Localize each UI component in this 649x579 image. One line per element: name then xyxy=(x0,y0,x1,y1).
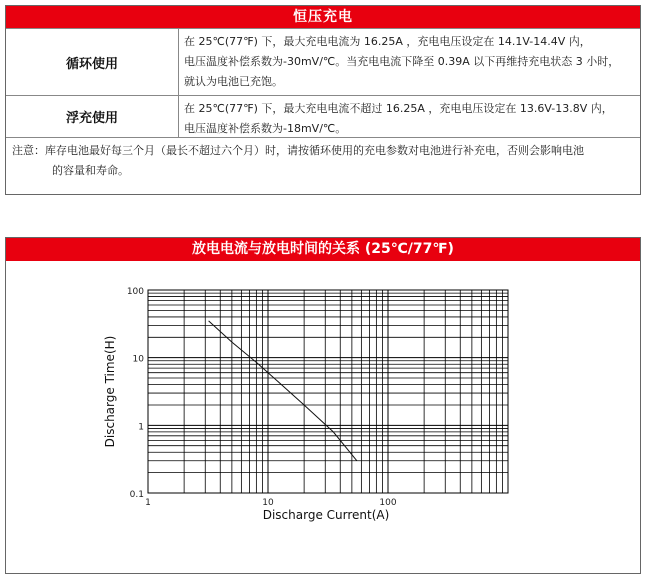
y-tick-label: 10 xyxy=(132,354,144,365)
x-tick-label: 10 xyxy=(262,498,274,508)
row-label: 循环使用 xyxy=(6,29,179,95)
chart-grid xyxy=(148,290,508,493)
y-tick-label: 1 xyxy=(138,422,144,433)
description-line: 就认为电池已充饱。 xyxy=(184,75,283,88)
description-line: 电压温度补偿系数为-18mV/℃。 xyxy=(184,122,347,135)
plot-frame xyxy=(148,290,508,493)
y-tick-label: 0.1 xyxy=(129,490,144,500)
tick-labels xyxy=(127,287,397,508)
section-title: 恒压充电 xyxy=(6,6,640,28)
y-axis-label: Discharge Time(H) xyxy=(103,335,117,448)
discharge-chart xyxy=(6,261,640,573)
row-description xyxy=(184,99,634,139)
y-tick-label: 100 xyxy=(126,287,144,297)
chart-section-title: 放电电流与放电时间的关系 (25℃/77℉) xyxy=(6,238,640,261)
cycle-use-row xyxy=(6,28,640,95)
series-line xyxy=(209,321,357,461)
note-line: 的容量和寿命。 xyxy=(52,164,129,177)
row-label: 浮充使用 xyxy=(6,96,179,137)
note-line: 注意：库存电池最好每三个月（最长不超过六个月）时，请按循环使用的充电参数对电池进行补充电，否则会影响电池 xyxy=(12,144,584,157)
description-line: 在 25℃(77℉) 下，最大充电电流为 16.25A ，充电电压设定在 14.1V-14.4V 内， xyxy=(184,35,591,48)
discharge-chart-panel xyxy=(5,237,641,574)
description-line: 电压温度补偿系数为-30mV/℃。当充电电流下降至 0.39A 以下再维持充电状态 3 小时， xyxy=(184,55,620,68)
row-description xyxy=(184,32,634,92)
storage-note xyxy=(6,137,640,194)
series-layer xyxy=(209,321,357,461)
x-axis-label: Discharge Current(A) xyxy=(262,508,390,522)
description-line: 在 25℃(77℉) 下，最大充电电流不超过 16.25A ，充电电压设定在 13.6V-13.8V 内， xyxy=(184,102,613,115)
constant-voltage-charge-table xyxy=(5,5,641,195)
float-use-row xyxy=(6,95,640,137)
x-tick-label: 1 xyxy=(145,498,151,508)
x-tick-label: 100 xyxy=(379,498,397,508)
